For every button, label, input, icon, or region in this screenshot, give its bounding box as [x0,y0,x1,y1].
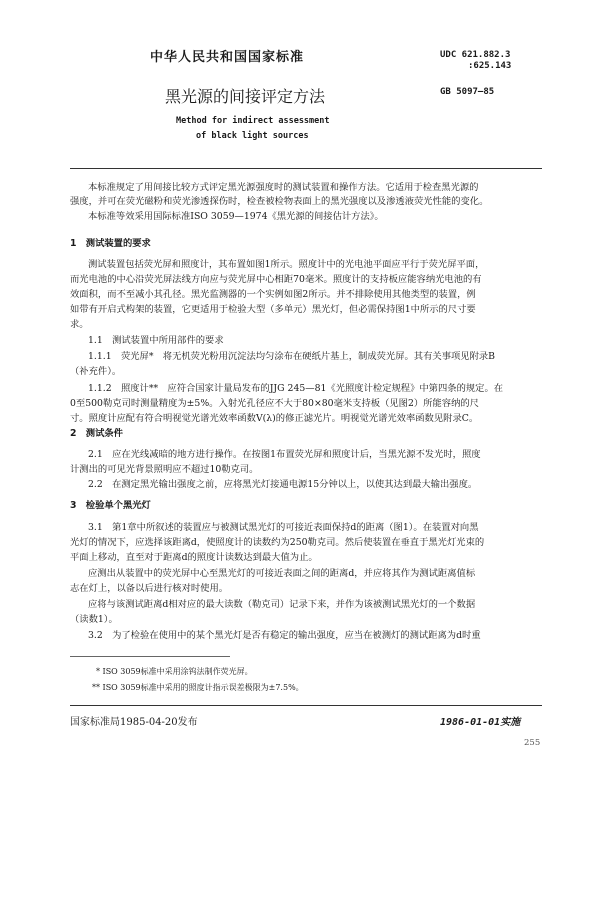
measure-paragraph-line-1: 应测出从装置中的荧光屏中心至黑光灯的可接近表面之间的距离d，并应将其作为测试距离值标 [88,568,476,579]
section-1-line-1: 测试装置包括荧光屏和照度计，其布置如图1所示。照度计中的光电池平面应平行于荧光屏平面， [88,259,485,270]
udc-code [440,50,511,72]
english-title-line-1: Method for indirect assessment [176,116,330,126]
section-1-line-5: 求。 [70,319,89,330]
subsection-3-2: 3.2 为了检验在使用中的某个黑光灯是否有稳定的输出强度，应当在被测灯的测试距离为d时重 [88,630,481,641]
footnote-1: * ISO 3059标准中采用涂钨法制作荧光屏。 [96,667,253,676]
footnote-2: ** ISO 3059标准中采用的照度计指示误差极限为±7.5%。 [92,683,304,692]
measure-paragraph-line-2: 志在灯上，以备以后进行核对时使用。 [70,583,229,594]
udc-line-1: UDC 621.882.3 [440,50,511,60]
english-title-line-2: of black light sources [196,131,309,141]
header-divider [70,168,542,169]
subsection-1-1-2-line-2: 0至500勒克司时测量精度为±5%。入射光孔径应不大于80×80毫米支持板（见图2）所能容纳的尺 [70,398,479,409]
footnote-divider [70,656,230,657]
issued-date: 国家标准局1985-04-20发布 [70,717,198,728]
section-2-heading: 2 测试条件 [70,428,123,439]
subsection-2-1-line-2: 计测出的可见光背景照明应不超过10勒克司。 [70,464,259,475]
subsection-1-1-1-line-2: （补充件）。 [70,366,122,377]
subsection-3-1-line-3: 平面上移动，直至对于距离d的照度计读数达到最大值为止。 [70,552,318,563]
subsection-2-1-line-1: 2.1 应在光线减暗的地方进行操作。在按图1布置荧光屏和照度计后，当黑光源不发光时，照度 [88,449,481,460]
page-number: 255 [524,738,541,748]
section-1-heading: 1 测试装置的要求 [70,238,151,249]
subsection-2-2: 2.2 在测定黑光输出强度之前，应将黑光灯接通电源15分钟以上，以使其达到最大输出强度。 [88,479,478,490]
subsection-3-1-line-1: 3.1 第1章中所叙述的装置应与被测试黑光灯的可接近表面保持d的距离（图1）。在装置对向黑 [88,522,479,533]
section-1-line-2: 而光电池的中心沿荧光屏法线方向应与荧光屏中心相距70毫米。照度计的支持板应能容纳光电池的有 [70,274,482,285]
subsection-1-1-2-line-3: 寸。照度计应配有符合明视觉光谱光效率函数V(λ)的修正滤光片。明视觉光谱光效率函数见附录C。 [70,413,479,424]
footer-divider [70,705,542,706]
document-title: 黑光源的间接评定方法 [165,87,326,106]
intro-paragraph-2: 本标准等效采用国际标准ISO 3059—1974《黑光源的间接估计方法》。 [88,211,384,222]
effective-date: 1986-01-01实施 [440,717,521,728]
section-3-heading: 3 检验单个黑光灯 [70,500,151,511]
intro-paragraph-line-1: 本标准规定了用间接比较方式评定黑光源强度时的测试装置和操作方法。它适用于检查黑光源的 [88,182,479,193]
subsection-3-1-line-2: 光灯的情况下，应选择该距离d，使照度计的读数约为250勒克司。然后使装置在垂直于黑光灯光束的 [70,537,485,548]
subsection-1-1-2-line-1: 1.1.2 照度计** 应符合国家计量局发布的JJG 245—81《光照度计检定规程》中第四条的规定。在 [88,383,504,394]
national-standard-heading: 中华人民共和国国家标准 [150,50,305,65]
section-1-line-3: 效面积，而不至减小其孔径。黑光监测器的一个实例如图2所示。并不排除使用其他类型的装置，例 [70,289,476,300]
intro-paragraph-line-2: 强度，并可在荧光磁粉和荧光渗透探伤时，检查被检物表面上的黑光强度以及渗透液荧光性能的变化。 [70,196,489,207]
record-paragraph-line-2: （读数1）。 [70,614,118,625]
gb-number: GB 5097—85 [440,87,495,97]
udc-line-2: :625.143 [468,61,512,71]
section-1-line-4: 如带有开启式构架的装置，它更适用于检验大型（多单元）黑光灯，但必需保持图1中所示的尺寸要 [70,304,476,315]
subsection-1-1: 1.1 测试装置中所用部件的要求 [88,335,224,346]
subsection-1-1-1-line-1: 1.1.1 荧光屏* 将无机荧光粉用沉淀法均匀涂布在硬纸片基上，制成荧光屏。其有关事项见附录B [88,351,496,362]
record-paragraph-line-1: 应将与该测试距离d相对应的最大读数（勒克司）记录下来，并作为该被测试黑光灯的一个数据 [88,599,476,610]
